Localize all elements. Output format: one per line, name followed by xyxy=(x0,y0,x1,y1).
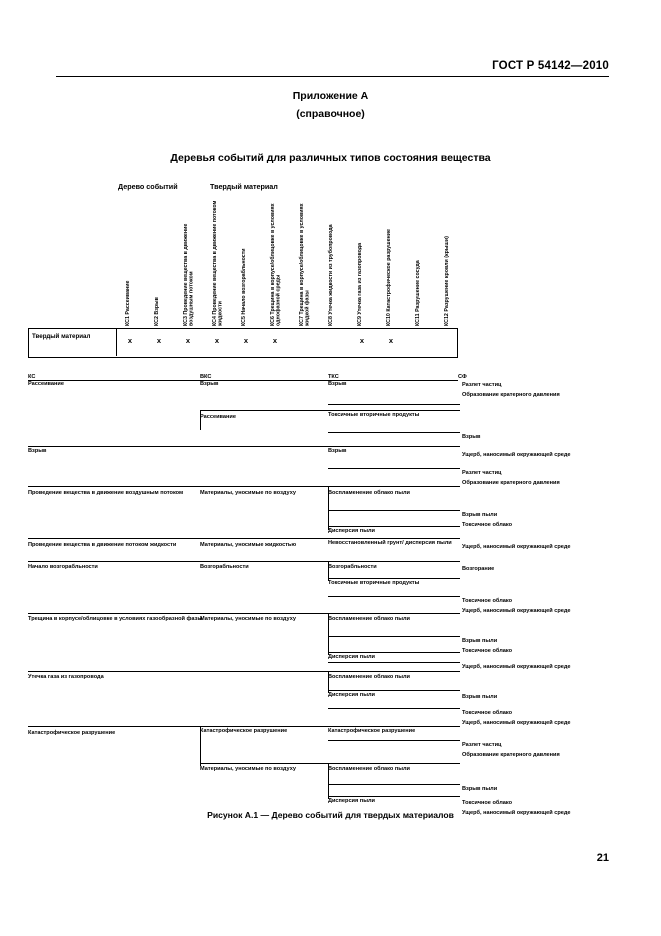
matrix-column-headers xyxy=(28,194,638,326)
tree-node-49: Дисперсия пыли xyxy=(328,798,375,804)
tree-line-h10 xyxy=(28,538,460,539)
tree-node-19: Невосстановленный грунт/ дисперсия пыли xyxy=(328,540,452,546)
tree-node-3: Рассеивание xyxy=(200,414,236,420)
tree-col-head-3: ТКС Взрыв xyxy=(328,374,347,387)
column-header-ks5: КС5 Начало возгорабльности xyxy=(241,248,247,326)
tree-line-v3 xyxy=(328,561,329,581)
tree-line-h24 xyxy=(328,784,460,785)
tree-node-8: Ущерб, наносимый окружающей среде xyxy=(462,452,571,458)
tree-node-2: Образование кратерного давления xyxy=(462,392,560,398)
tree-node-26: Токсичное облако xyxy=(462,598,513,604)
page-number: 21 xyxy=(596,852,609,864)
tree-node-43: Катастрофическое разрушение xyxy=(328,728,416,734)
tree-node-12: Материалы, уносимые по воздуху xyxy=(200,490,296,496)
matrix-mark-ks5: х xyxy=(243,336,249,345)
tree-node-29: Материалы, уносимые по воздуху xyxy=(200,616,296,622)
column-header-ks6: КС6 Трещина в корпусе/облицовке в условиях однофазной среды xyxy=(270,203,282,326)
tree-node-10: Образование кратерного давления xyxy=(462,480,560,486)
tree-node-41: Катастрофическое разрушение xyxy=(28,730,116,736)
tree-line-h3 xyxy=(200,410,460,411)
column-header-ks8: КС8 Утечка жидкости из трубопровода xyxy=(328,224,334,326)
matrix-divider xyxy=(116,328,117,356)
matrix-mark-ks10: х xyxy=(388,336,394,345)
tree-line-v7 xyxy=(328,763,329,799)
tree-line-v5 xyxy=(328,671,329,693)
tree-line-h15 xyxy=(328,636,460,637)
tree-node-13: Воспламенение облако пыли xyxy=(328,490,410,496)
tree-line-h19 xyxy=(328,690,460,691)
tree-line-h22 xyxy=(328,740,460,741)
tree-node-46: Материалы, уносимые по воздуху xyxy=(200,766,296,772)
header-rule xyxy=(56,76,609,77)
tree-node-33: Дисперсия пыли xyxy=(328,654,375,660)
matrix-row-solid-material xyxy=(28,328,638,368)
matrix-mark-ks4: х xyxy=(214,336,220,345)
matrix-mark-ks2: х xyxy=(156,336,162,345)
figure-caption: Рисунок А.1 — Дерево событий для твердых материалов xyxy=(207,810,454,820)
appendix-title: Приложение А xyxy=(292,90,369,102)
tree-node-32: Токсичное облако xyxy=(462,648,513,654)
tree-line-v4 xyxy=(328,613,329,655)
matrix-row-label: Твердый материал xyxy=(32,333,91,340)
tree-node-47: Воспламенение облако пыли xyxy=(328,766,410,772)
tree-node-44: Разлет частиц xyxy=(462,742,502,748)
tree-node-51: Ущерб, наносимый окружающей среде xyxy=(462,810,571,816)
page-title: Деревья событий для различных типов состояния вещества xyxy=(170,152,491,164)
tree-line-h8 xyxy=(328,510,460,511)
tree-node-37: Дисперсия пыли xyxy=(328,692,375,698)
matrix-mark-ks9: х xyxy=(359,336,365,345)
tree-line-h2 xyxy=(328,404,460,405)
column-header-ks1: КС1 Рассеивание xyxy=(125,280,131,326)
tree-line-h5 xyxy=(28,446,460,447)
tree-node-14: Взрыв пыли xyxy=(462,512,498,518)
tree-node-25: Токсичные вторичные продукты xyxy=(328,580,420,586)
tree-node-39: Токсичное облако xyxy=(462,710,513,716)
tree-line-h25 xyxy=(328,796,460,797)
tree-node-20: Ущерб, наносимый окружающей среде xyxy=(462,544,571,550)
matrix-mark-ks3: х xyxy=(185,336,191,345)
tree-line-v1 xyxy=(200,410,201,430)
tree-node-42: Катастрофическое разрушение xyxy=(200,728,288,734)
tree-node-4: Токсичные вторичные продукты xyxy=(328,412,420,418)
tree-line-h18 xyxy=(28,671,460,672)
tree-node-22: Возгорабльности xyxy=(200,564,249,570)
column-header-ks12: КС12 Разрушение кровли (крыши) xyxy=(444,236,450,326)
tree-line-h23 xyxy=(200,763,460,764)
column-header-ks9: КС9 Утечка газа из газопровода xyxy=(357,242,363,326)
appendix-heading xyxy=(0,90,661,120)
tree-node-11: Проведение вещества в движение воздушным потоком xyxy=(28,490,184,496)
tree-line-h12 xyxy=(328,578,460,579)
tree-line-h14 xyxy=(28,613,460,614)
tree-node-38: Взрыв пыли xyxy=(462,694,498,700)
tree-line-h9 xyxy=(328,526,460,527)
tree-line-h20 xyxy=(328,708,460,709)
column-header-ks11: КС11 Разрушение сосуда xyxy=(415,260,421,326)
tree-node-18: Материалы, уносимые жидкостью xyxy=(200,542,297,548)
tree-line-h1 xyxy=(28,380,458,381)
tree-line-h7 xyxy=(28,486,460,487)
tree-node-24: Возгорание xyxy=(462,566,495,572)
appendix-subtitle: (справочное) xyxy=(296,108,365,120)
tree-node-30: Воспламенение облако пыли xyxy=(328,616,410,622)
column-header-ks4: КС4 Проведение вещества в движение потоком жидкости xyxy=(212,200,224,326)
tree-col-head-4: СФ xyxy=(458,374,467,380)
tree-line-h6 xyxy=(328,468,460,469)
tree-col-head-1: КС Рассеивание xyxy=(28,374,64,387)
tree-node-6: Взрыв xyxy=(28,448,47,454)
tree-col-head-2: ВКС Взрыв xyxy=(200,374,219,387)
tree-line-h13 xyxy=(328,596,460,597)
tree-node-9: Разлет частиц xyxy=(462,470,502,476)
tree-node-40: Ущерб, наносимый окружающей среде xyxy=(462,720,571,726)
tree-node-23: Возгорабльности xyxy=(328,564,377,570)
tree-node-15: Токсичное облако xyxy=(462,522,513,528)
tree-node-48: Взрыв пыли xyxy=(462,786,498,792)
tree-node-31: Взрыв пыли xyxy=(462,638,498,644)
tree-node-27: Ущерб, наносимый окружающей среде xyxy=(462,608,571,614)
column-header-ks7: КС7 Трещина в корпусе/облицовке в условиях жидкой фазы xyxy=(299,203,311,326)
tree-node-50: Токсичное облако xyxy=(462,800,513,806)
tree-node-5: Взрыв xyxy=(462,434,481,440)
tree-line-v6 xyxy=(200,726,201,766)
tree-line-h11 xyxy=(28,561,460,562)
tree-node-34: Ущерб, наносимый окружающей среде xyxy=(462,664,571,670)
tree-node-21: Начало возгорабльности xyxy=(28,564,98,570)
tree-node-28: Трещина в корпусе/облицовке в условиях газообразной фазы xyxy=(28,616,203,622)
standard-header: ГОСТ Р 54142—2010 xyxy=(492,60,609,72)
tree-node-1: Разлет частиц xyxy=(462,382,502,388)
matrix-mark-ks1: х xyxy=(127,336,133,345)
tree-line-h4 xyxy=(328,432,460,433)
column-header-ks3: КС3 Проведение вещества в движение воздушным потоком xyxy=(183,223,195,326)
tree-node-36: Воспламенение облако пыли xyxy=(328,674,410,680)
tree-line-h21 xyxy=(28,726,460,727)
tree-line-h17 xyxy=(328,662,460,663)
tree-node-17: Проведение вещества в движение потоком жидкости xyxy=(28,542,177,548)
column-header-ks2: КС2 Взрыв xyxy=(154,297,160,326)
column-header-ks10: КС10 Катастрофическое разрушение xyxy=(386,229,392,326)
group-label-solid-material: Твердый материал xyxy=(210,182,278,191)
matrix-mark-ks6: х xyxy=(272,336,278,345)
tree-node-16: Дисперсия пыли xyxy=(328,528,375,534)
tree-node-7: Взрыв xyxy=(328,448,347,454)
tree-line-v2 xyxy=(328,486,329,530)
tree-node-45: Образование кратерного давления xyxy=(462,752,560,758)
group-label-event-tree: Дерево событий xyxy=(118,182,178,191)
tree-node-35: Утечка газа из газопровода xyxy=(28,674,104,680)
tree-line-h16 xyxy=(328,652,460,653)
